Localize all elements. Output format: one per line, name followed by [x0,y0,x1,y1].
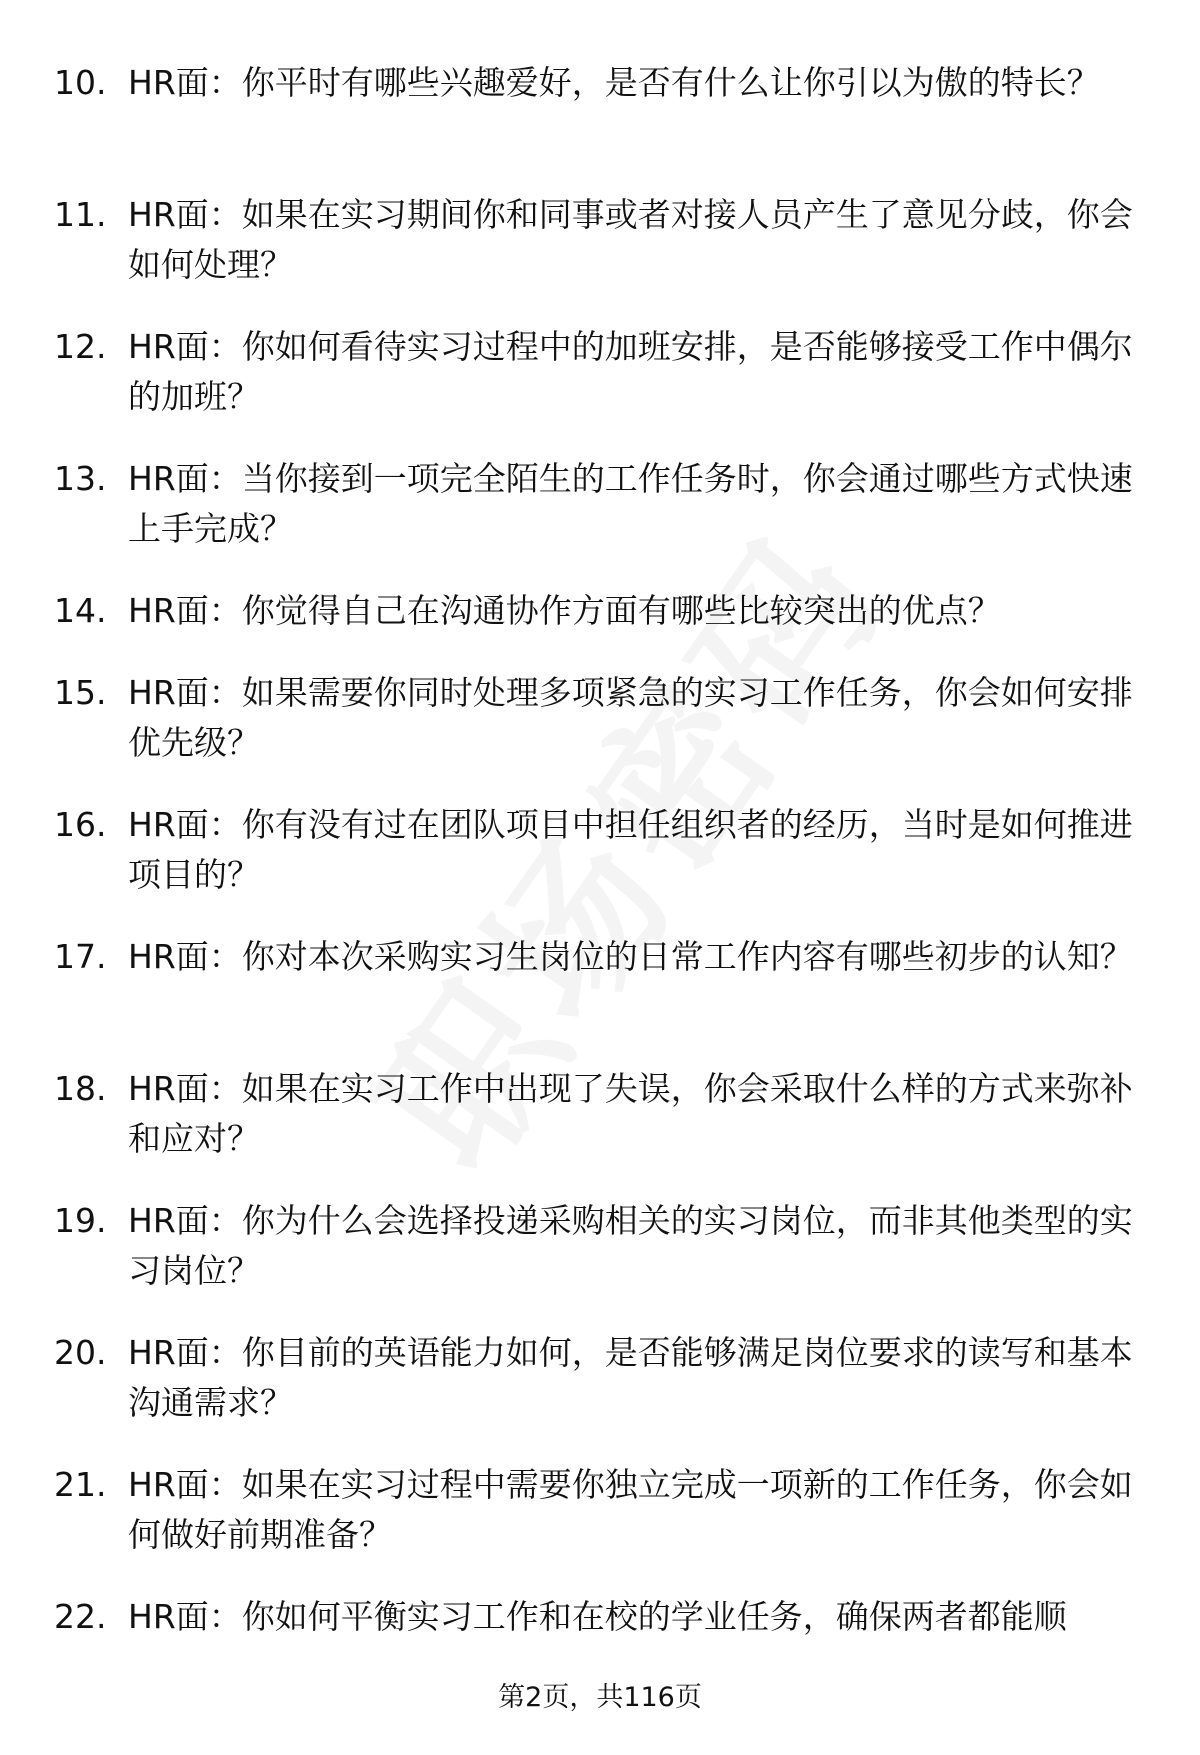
question-number: 15. [54,673,107,712]
list-item [0,454,1200,586]
list-item [0,800,1200,932]
question-text: HR面：你目前的英语能力如何，是否能够满足岗位要求的读写和基本沟通需求？ [128,1333,1133,1422]
question-text: HR面：你为什么会选择投递采购相关的实习岗位，而非其他类型的实习岗位？ [128,1201,1133,1290]
question-number: 21. [54,1465,107,1504]
list-item [0,1064,1200,1196]
question-number: 16. [54,805,107,844]
question-number: 12. [54,327,107,366]
list-item [0,1328,1200,1460]
question-number: 11. [54,195,107,234]
list-item [0,322,1200,454]
question-text: HR面：你对本次采购实习生岗位的日常工作内容有哪些初步的认知？ [128,937,1133,976]
question-text: HR面：你如何看待实习过程中的加班安排，是否能够接受工作中偶尔的加班？ [128,327,1133,416]
question-number: 13. [54,459,107,498]
question-number: 18. [54,1069,107,1108]
question-list [0,58,1200,1652]
list-item [0,668,1200,800]
question-text: HR面：你如何平衡实习工作和在校的学业任务，确保两者都能顺 [128,1597,1067,1636]
list-item [0,1460,1200,1592]
list-item [0,586,1200,668]
page-footer: 第2页，共116页 [498,1682,702,1713]
question-number: 17. [54,937,107,976]
question-number: 22. [54,1597,107,1636]
question-text: HR面：如果在实习工作中出现了失误，你会采取什么样的方式来弥补和应对？ [128,1069,1133,1158]
list-item [0,932,1200,1064]
question-number: 10. [54,63,107,102]
list-item [0,1196,1200,1328]
list-item [0,1592,1200,1652]
question-text: HR面：如果在实习期间你和同事或者对接人员产生了意见分歧，你会如何处理？ [128,195,1133,284]
question-text: HR面：你觉得自己在沟通协作方面有哪些比较突出的优点？ [128,591,1001,630]
question-text: HR面：如果在实习过程中需要你独立完成一项新的工作任务，你会如何做好前期准备？ [128,1465,1133,1554]
question-number: 14. [54,591,107,630]
question-number: 20. [54,1333,107,1372]
question-text: HR面：你有没有过在团队项目中担任组织者的经历，当时是如何推进项目的？ [128,805,1133,894]
question-text: HR面：你平时有哪些兴趣爱好，是否有什么让你引以为傲的特长？ [128,63,1100,102]
question-number: 19. [54,1201,107,1240]
question-text: HR面：如果需要你同时处理多项紧急的实习工作任务，你会如何安排优先级？ [128,673,1133,762]
question-text: HR面：当你接到一项完全陌生的工作任务时，你会通过哪些方式快速上手完成？ [128,459,1133,548]
list-item [0,190,1200,322]
list-item [0,58,1200,190]
